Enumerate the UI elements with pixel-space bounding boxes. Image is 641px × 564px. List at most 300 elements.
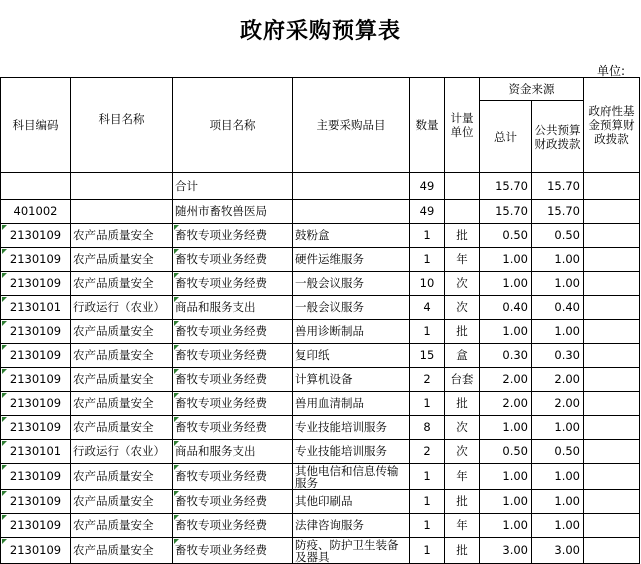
table-row	[1, 248, 640, 272]
cell-public	[532, 344, 584, 368]
cell-note-marker	[174, 369, 179, 374]
unit-label: 单位:	[597, 64, 626, 78]
cell-note-marker	[2, 369, 7, 374]
cell-note-marker	[2, 345, 7, 350]
cell-item	[293, 392, 410, 416]
cell-code	[1, 224, 71, 248]
cell-quantity-text: 1	[423, 324, 431, 338]
cell-item-text: 专业技能培训服务	[295, 420, 387, 434]
cell-total-text: 2.00	[502, 396, 528, 410]
cell-project-text: 畜牧专项业务经费	[175, 469, 267, 483]
cell-gov-fund	[584, 368, 640, 392]
cell-total	[480, 440, 532, 464]
cell-subject	[71, 392, 173, 416]
cell-unit	[445, 344, 480, 368]
cell-subject	[71, 173, 173, 200]
cell-unit	[445, 368, 480, 392]
cell-subject	[71, 320, 173, 344]
cell-total	[480, 173, 532, 200]
cell-item-text: 防疫、防护卫生装备及器具	[295, 538, 399, 564]
cell-item-text: 硬件运维服务	[295, 252, 364, 266]
cell-code-text: 2130109	[9, 543, 62, 557]
cell-note-marker	[174, 465, 179, 470]
header-gov-fund: 政府性基金预算财政拨款	[584, 78, 640, 173]
cell-note-marker	[174, 297, 179, 302]
cell-public-text: 0.50	[554, 228, 580, 242]
cell-unit	[445, 490, 480, 514]
cell-subject	[71, 464, 173, 490]
header-subject-name: 科目名称	[71, 78, 173, 173]
cell-code	[1, 272, 71, 296]
cell-note-marker	[2, 417, 7, 422]
cell-gov-fund	[584, 538, 640, 564]
cell-note-marker	[2, 321, 7, 326]
cell-public	[532, 224, 584, 248]
cell-subject	[71, 514, 173, 538]
cell-total	[480, 272, 532, 296]
cell-total-text: 0.40	[502, 300, 528, 314]
cell-note-marker	[174, 273, 179, 278]
cell-public-text: 0.50	[554, 444, 580, 458]
cell-item-text: 一般会议服务	[295, 276, 364, 290]
cell-project	[173, 538, 293, 564]
cell-quantity-text: 1	[423, 396, 431, 410]
cell-project	[173, 296, 293, 320]
cell-quantity-text: 4	[423, 300, 431, 314]
cell-item-text: 专业技能培训服务	[295, 444, 387, 458]
cell-gov-fund	[584, 464, 640, 490]
table-row	[1, 392, 640, 416]
cell-quantity-text: 1	[423, 494, 431, 508]
cell-project-text: 畜牧专项业务经费	[175, 324, 267, 338]
cell-public-text: 1.00	[554, 276, 580, 290]
cell-public-text: 3.00	[554, 543, 580, 557]
cell-total	[480, 514, 532, 538]
cell-quantity	[410, 538, 445, 564]
cell-project	[173, 224, 293, 248]
cell-note-marker	[2, 515, 7, 520]
cell-public	[532, 392, 584, 416]
cell-public	[532, 320, 584, 344]
cell-note-marker	[174, 539, 179, 544]
cell-code-text: 2130109	[9, 324, 62, 338]
cell-quantity	[410, 344, 445, 368]
cell-subject-text: 农产品质量安全	[73, 252, 154, 266]
cell-unit	[445, 272, 480, 296]
cell-note-marker	[2, 393, 7, 398]
cell-quantity-text: 1	[423, 543, 431, 557]
cell-public	[532, 490, 584, 514]
cell-project	[173, 392, 293, 416]
cell-note-marker	[2, 225, 7, 230]
cell-public	[532, 464, 584, 490]
cell-public-text: 2.00	[554, 396, 580, 410]
cell-public	[532, 368, 584, 392]
cell-subject-text: 农产品质量安全	[73, 518, 154, 532]
cell-quantity	[410, 272, 445, 296]
cell-unit	[445, 320, 480, 344]
cell-unit-text: 批	[456, 324, 468, 338]
cell-total-text: 15.70	[495, 204, 528, 218]
summary-row	[1, 173, 640, 200]
cell-project-text: 畜牧专项业务经费	[175, 543, 267, 557]
cell-total	[480, 416, 532, 440]
table-row	[1, 296, 640, 320]
cell-item-text: 计算机设备	[295, 372, 353, 386]
cell-code-text: 2130109	[9, 494, 62, 508]
cell-project-text: 畜牧专项业务经费	[175, 228, 267, 242]
cell-total	[480, 538, 532, 564]
cell-item	[293, 538, 410, 564]
cell-unit-text: 批	[456, 543, 468, 557]
cell-unit-text: 批	[456, 396, 468, 410]
cell-public-text: 0.30	[554, 348, 580, 362]
cell-total	[480, 224, 532, 248]
cell-code-text: 2130109	[9, 372, 62, 386]
cell-code-text: 2130109	[9, 420, 62, 434]
cell-subject	[71, 490, 173, 514]
cell-note-marker	[174, 249, 179, 254]
cell-total-text: 0.50	[502, 444, 528, 458]
cell-quantity-text: 49	[419, 204, 435, 218]
cell-item-text: 法律咨询服务	[295, 518, 364, 532]
cell-code-text: 2130109	[9, 228, 62, 242]
cell-subject	[71, 368, 173, 392]
cell-quantity	[410, 514, 445, 538]
cell-gov-fund	[584, 320, 640, 344]
cell-public	[532, 248, 584, 272]
cell-gov-fund	[584, 248, 640, 272]
cell-note-marker	[174, 417, 179, 422]
cell-code	[1, 320, 71, 344]
cell-project	[173, 416, 293, 440]
cell-item	[293, 248, 410, 272]
cell-project	[173, 272, 293, 296]
cell-unit	[445, 296, 480, 320]
cell-project	[173, 440, 293, 464]
cell-note-marker	[174, 345, 179, 350]
cell-quantity-text: 1	[423, 469, 431, 483]
cell-public	[532, 272, 584, 296]
cell-item-text: 复印纸	[295, 348, 330, 362]
table-row	[1, 440, 640, 464]
cell-unit	[445, 248, 480, 272]
cell-note-marker	[2, 273, 7, 278]
cell-public-text: 1.00	[554, 469, 580, 483]
cell-unit-text: 年	[456, 252, 468, 266]
table-body	[1, 173, 640, 564]
cell-unit-text: 次	[456, 300, 468, 314]
cell-item-text: 其他印刷品	[295, 494, 353, 508]
cell-total	[480, 368, 532, 392]
cell-quantity	[410, 173, 445, 200]
cell-code-text: 2130101	[9, 444, 62, 458]
cell-code	[1, 514, 71, 538]
cell-gov-fund	[584, 344, 640, 368]
cell-public-text: 1.00	[554, 420, 580, 434]
cell-unit	[445, 514, 480, 538]
cell-total	[480, 200, 532, 224]
cell-note-marker	[174, 321, 179, 326]
cell-quantity-text: 15	[419, 348, 435, 362]
cell-total-text: 0.30	[502, 348, 528, 362]
table-row	[1, 538, 640, 564]
cell-gov-fund	[584, 416, 640, 440]
cell-item-text: 兽用血清制品	[295, 396, 364, 410]
cell-total	[480, 248, 532, 272]
cell-unit-text: 年	[456, 469, 468, 483]
cell-subject	[71, 344, 173, 368]
page-title: 政府采购预算表	[239, 18, 401, 44]
header-quantity: 数量	[410, 78, 445, 173]
cell-code	[1, 173, 71, 200]
cell-subject-text: 农产品质量安全	[73, 396, 154, 410]
cell-subject-text: 农产品质量安全	[73, 324, 154, 338]
header-total: 总计	[480, 101, 532, 173]
cell-code	[1, 368, 71, 392]
cell-public-text: 1.00	[554, 518, 580, 532]
cell-unit	[445, 538, 480, 564]
cell-public	[532, 200, 584, 224]
cell-subject	[71, 200, 173, 224]
table-header	[1, 78, 640, 173]
cell-quantity	[410, 392, 445, 416]
cell-subject	[71, 272, 173, 296]
header-measure-unit: 计量单位	[445, 78, 480, 173]
budget-table	[0, 77, 640, 564]
cell-unit	[445, 392, 480, 416]
cell-project	[173, 464, 293, 490]
cell-subject-text: 农产品质量安全	[73, 276, 154, 290]
cell-item	[293, 464, 410, 490]
cell-subject	[71, 416, 173, 440]
cell-subject-text: 农产品质量安全	[73, 543, 154, 557]
cell-code-text: 2130109	[9, 518, 62, 532]
cell-unit	[445, 440, 480, 464]
cell-total-text: 0.50	[502, 228, 528, 242]
cell-item	[293, 200, 410, 224]
cell-project	[173, 320, 293, 344]
cell-quantity-text: 2	[423, 444, 431, 458]
cell-project-text: 畜牧专项业务经费	[175, 420, 267, 434]
header-main-items: 主要采购品目	[293, 78, 410, 173]
table-row	[1, 344, 640, 368]
cell-total	[480, 464, 532, 490]
cell-quantity	[410, 490, 445, 514]
cell-code	[1, 248, 71, 272]
cell-code-text: 2130109	[9, 396, 62, 410]
header-public-budget: 公共预算财政拨款	[532, 101, 584, 173]
cell-subject-text: 农产品质量安全	[73, 228, 154, 242]
cell-unit-text: 台套	[450, 372, 474, 386]
header-project-name: 项目名称	[173, 78, 293, 173]
cell-public	[532, 538, 584, 564]
cell-item	[293, 368, 410, 392]
cell-item-text: 兽用诊断制品	[295, 324, 364, 338]
cell-gov-fund	[584, 514, 640, 538]
cell-project-text: 畜牧专项业务经费	[175, 252, 267, 266]
summary-row	[1, 200, 640, 224]
cell-project-text: 畜牧专项业务经费	[175, 494, 267, 508]
cell-total	[480, 490, 532, 514]
cell-gov-fund	[584, 173, 640, 200]
cell-item-text: 其他电信和信息传输服务	[295, 464, 399, 490]
cell-note-marker	[174, 491, 179, 496]
cell-project-text: 畜牧专项业务经费	[175, 518, 267, 532]
cell-gov-fund	[584, 200, 640, 224]
cell-code-text: 2130101	[9, 300, 62, 314]
cell-quantity	[410, 248, 445, 272]
cell-subject	[71, 248, 173, 272]
cell-item	[293, 296, 410, 320]
cell-item-text: 一般会议服务	[295, 300, 364, 314]
cell-gov-fund	[584, 440, 640, 464]
cell-item	[293, 344, 410, 368]
cell-code-text: 2130109	[9, 348, 62, 362]
cell-unit-text: 批	[456, 228, 468, 242]
cell-quantity	[410, 368, 445, 392]
cell-code	[1, 440, 71, 464]
cell-note-marker	[2, 539, 7, 544]
table-row	[1, 368, 640, 392]
cell-subject	[71, 224, 173, 248]
cell-note-marker	[2, 441, 7, 446]
cell-total	[480, 296, 532, 320]
table-row	[1, 416, 640, 440]
cell-code	[1, 392, 71, 416]
cell-note-marker	[174, 225, 179, 230]
table-row	[1, 490, 640, 514]
cell-public-text: 1.00	[554, 494, 580, 508]
table-row	[1, 272, 640, 296]
cell-public	[532, 440, 584, 464]
cell-quantity	[410, 200, 445, 224]
cell-total-text: 1.00	[502, 469, 528, 483]
cell-item	[293, 224, 410, 248]
cell-project-text: 商品和服务支出	[175, 444, 256, 458]
cell-total	[480, 320, 532, 344]
cell-project-text: 畜牧专项业务经费	[175, 348, 267, 362]
cell-quantity-text: 1	[423, 252, 431, 266]
cell-unit-text: 批	[456, 494, 468, 508]
cell-note-marker	[174, 441, 179, 446]
cell-code	[1, 416, 71, 440]
cell-note-marker	[2, 465, 7, 470]
cell-project	[173, 490, 293, 514]
cell-subject-text: 农产品质量安全	[73, 420, 154, 434]
cell-unit-text: 次	[456, 420, 468, 434]
cell-project	[173, 514, 293, 538]
cell-project	[173, 200, 293, 224]
cell-project-text: 畜牧专项业务经费	[175, 372, 267, 386]
cell-code-text: 401002	[13, 204, 58, 218]
cell-total-text: 2.00	[502, 372, 528, 386]
cell-project-text: 随州市畜牧兽医局	[175, 204, 267, 218]
cell-total-text: 3.00	[502, 543, 528, 557]
cell-public	[532, 296, 584, 320]
cell-quantity-text: 1	[423, 228, 431, 242]
cell-total-text: 1.00	[502, 518, 528, 532]
cell-project	[173, 173, 293, 200]
cell-item-text: 鼓粉盒	[295, 228, 330, 242]
cell-item	[293, 272, 410, 296]
cell-public-text: 1.00	[554, 324, 580, 338]
cell-quantity	[410, 464, 445, 490]
cell-unit-text: 盒	[456, 348, 468, 362]
cell-total-text: 1.00	[502, 494, 528, 508]
cell-project	[173, 368, 293, 392]
cell-public	[532, 173, 584, 200]
cell-unit	[445, 464, 480, 490]
cell-note-marker	[2, 249, 7, 254]
cell-total-text: 15.70	[495, 178, 528, 193]
cell-item	[293, 416, 410, 440]
cell-item	[293, 514, 410, 538]
cell-public-text: 0.40	[554, 300, 580, 314]
cell-note-marker	[2, 297, 7, 302]
cell-code-text: 2130109	[9, 469, 62, 483]
cell-quantity-text: 1	[423, 518, 431, 532]
cell-gov-fund	[584, 392, 640, 416]
cell-quantity	[410, 224, 445, 248]
table-row	[1, 320, 640, 344]
cell-subject	[71, 538, 173, 564]
table-row	[1, 224, 640, 248]
cell-project	[173, 248, 293, 272]
cell-subject-text: 农产品质量安全	[73, 372, 154, 386]
cell-item	[293, 320, 410, 344]
table-row	[1, 514, 640, 538]
cell-quantity-text: 49	[419, 178, 435, 193]
cell-item	[293, 490, 410, 514]
cell-subject-text: 行政运行（农业）	[73, 300, 165, 314]
cell-code	[1, 464, 71, 490]
cell-total-text: 1.00	[502, 276, 528, 290]
cell-public-text: 15.70	[547, 178, 580, 193]
cell-project	[173, 344, 293, 368]
cell-code	[1, 490, 71, 514]
cell-unit-text: 次	[456, 276, 468, 290]
cell-quantity-text: 10	[419, 276, 435, 290]
cell-unit	[445, 173, 480, 200]
cell-quantity	[410, 296, 445, 320]
cell-unit-text: 年	[456, 518, 468, 532]
cell-code	[1, 538, 71, 564]
cell-item	[293, 440, 410, 464]
cell-total	[480, 344, 532, 368]
cell-note-marker	[2, 491, 7, 496]
cell-quantity	[410, 440, 445, 464]
header-subject-code: 科目编码	[1, 78, 71, 173]
cell-public-text: 2.00	[554, 372, 580, 386]
cell-total-text: 1.00	[502, 420, 528, 434]
cell-subject	[71, 440, 173, 464]
cell-unit	[445, 416, 480, 440]
cell-quantity-text: 2	[423, 372, 431, 386]
cell-total-text: 1.00	[502, 324, 528, 338]
cell-item	[293, 173, 410, 200]
cell-project-text: 合计	[175, 178, 198, 193]
cell-project-text: 畜牧专项业务经费	[175, 396, 267, 410]
cell-public-text: 1.00	[554, 252, 580, 266]
cell-project-text: 畜牧专项业务经费	[175, 276, 267, 290]
cell-public	[532, 514, 584, 538]
cell-code	[1, 200, 71, 224]
cell-subject-text: 行政运行（农业）	[73, 444, 165, 458]
cell-gov-fund	[584, 296, 640, 320]
cell-code	[1, 344, 71, 368]
header-fund-source: 资金来源	[480, 78, 584, 101]
